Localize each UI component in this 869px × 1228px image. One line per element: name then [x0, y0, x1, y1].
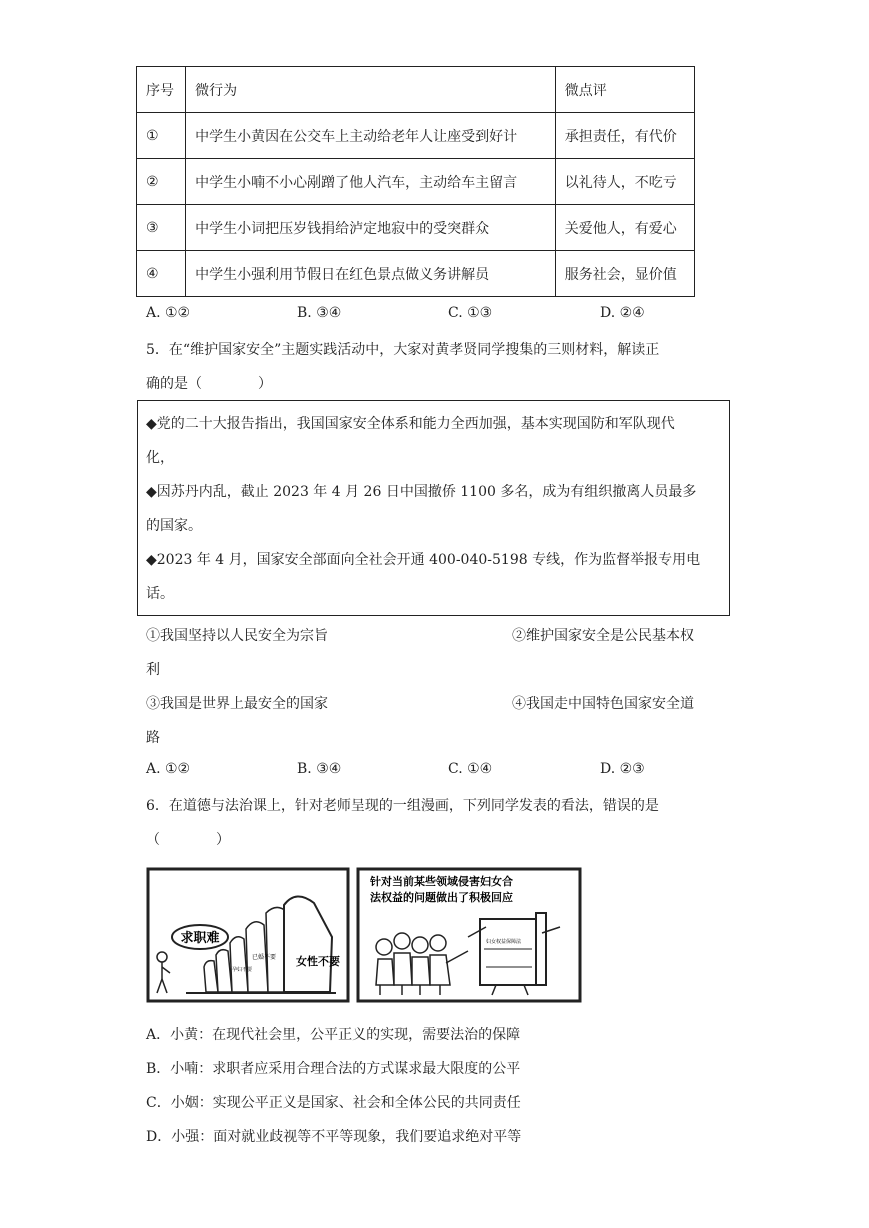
finger-label: 女性不要 [296, 955, 340, 968]
row-comment: 关爱他人，有爱心 [555, 205, 694, 251]
q5-option-b[interactable]: B. ③④ [297, 761, 342, 777]
q5-material-line: ◆2023 年 4 月，国家安全部面向全社会开通 400-040-5198 专线，作为监督举报专用电 [146, 552, 701, 568]
table-row [137, 113, 695, 159]
cartoon-job-hunting [146, 867, 350, 1003]
q6-option-c[interactable]: C．小姻：实现公平正义是国家、社会和全体公民的共同责任 [146, 1095, 521, 1111]
q5-option-a[interactable]: A. ①② [146, 761, 191, 777]
row-number: ① [137, 113, 186, 159]
q5-statement-4-cont: 路 [146, 730, 160, 746]
q5-option-d[interactable]: D. ②③ [600, 761, 645, 777]
header-behavior: 微行为 [186, 67, 556, 113]
finger-label: 已婚不要 [252, 954, 277, 961]
q5-statement-2-cont: 利 [146, 662, 160, 678]
q5-material-line: 化， [146, 450, 174, 466]
q4-option-d[interactable]: D. ②④ [600, 305, 645, 321]
q6-stem-line2: （ ） [146, 832, 230, 848]
q5-statement-3: ③我国是世界上最安全的国家 [146, 696, 328, 712]
table-header-row [137, 67, 695, 113]
q6-option-a[interactable]: A．小黄：在现代社会里，公平正义的实现，需要法治的保障 [146, 1027, 521, 1043]
q5-statement-4: ④我国走中国特色国家安全道 [512, 696, 694, 712]
q5-material-line: ◆因苏丹内乱，截止 2023 年 4 月 26 日中国撤侨 1100 多名，成为有组织撤离人员最多 [146, 484, 697, 500]
row-comment: 以礼待人，不吃亏 [555, 159, 694, 205]
row-behavior: 中学生小黄因在公交车上主动给老年人让座受到好计 [186, 113, 556, 159]
q4-option-a[interactable]: A. ①② [146, 305, 191, 321]
row-number: ④ [137, 251, 186, 297]
row-number: ③ [137, 205, 186, 251]
q5-material-line: 的国家。 [146, 518, 202, 534]
cartoon-womens-rights-law [356, 867, 582, 1003]
row-behavior: 中学生小强利用节假日在红色景点做义务讲解员 [186, 251, 556, 297]
header-comment: 微点评 [555, 67, 694, 113]
table-row [137, 205, 695, 251]
q5-stem-line1: 5．在“维护国家安全”主题实践活动中，大家对黄孝贤同学搜集的三则材料，解读正 [146, 342, 660, 358]
q5-material-line: 话。 [146, 586, 174, 602]
table-row [137, 159, 695, 205]
row-behavior: 中学生小词把压岁钱捐给泸定地寂中的受突群众 [186, 205, 556, 251]
row-behavior: 中学生小喃不小心剐蹭了他人汽车，主动给车主留言 [186, 159, 556, 205]
q4-option-b[interactable]: B. ③④ [297, 305, 342, 321]
q5-stem-line2: 确的是（ ） [146, 376, 272, 392]
q6-option-d[interactable]: D．小强：面对就业歧视等不平等现象，我们要追求绝对平等 [146, 1129, 522, 1145]
row-comment: 服务社会，显价值 [555, 251, 694, 297]
q5-statement-2: ②维护国家安全是公民基本权 [512, 628, 694, 644]
cartoon-caption-line1: 针对当前某些领域侵害妇女合 [370, 875, 513, 888]
q4-option-c[interactable]: C. ①③ [448, 305, 493, 321]
q5-statement-1: ①我国坚持以人民安全为宗旨 [146, 628, 328, 644]
book-title: 妇女权益保障法 [486, 939, 522, 945]
q5-material-line: ◆党的二十大报告指出，我国国家安全体系和能力全西加强，基本实现国防和军队现代 [146, 416, 675, 432]
q5-option-c[interactable]: C. ①④ [448, 761, 493, 777]
row-comment: 承担责任，有代价 [555, 113, 694, 159]
q6-stem-line1: 6．在道德与法治课上，针对老师呈现的一组漫画，下列同学发表的看法，错误的是 [146, 798, 659, 814]
q6-option-b[interactable]: B．小喃：求职者应采用合理合法的方式谋求最大限度的公平 [146, 1061, 521, 1077]
cartoon-caption-line2: 法权益的问题做出了积极回应 [370, 891, 513, 904]
cartoon-bubble-text: 求职难 [180, 931, 220, 946]
row-number: ② [137, 159, 186, 205]
table-row [137, 251, 695, 297]
header-number: 序号 [137, 67, 186, 113]
behavior-table [136, 66, 695, 297]
finger-label: 孕妇不要 [232, 967, 253, 973]
